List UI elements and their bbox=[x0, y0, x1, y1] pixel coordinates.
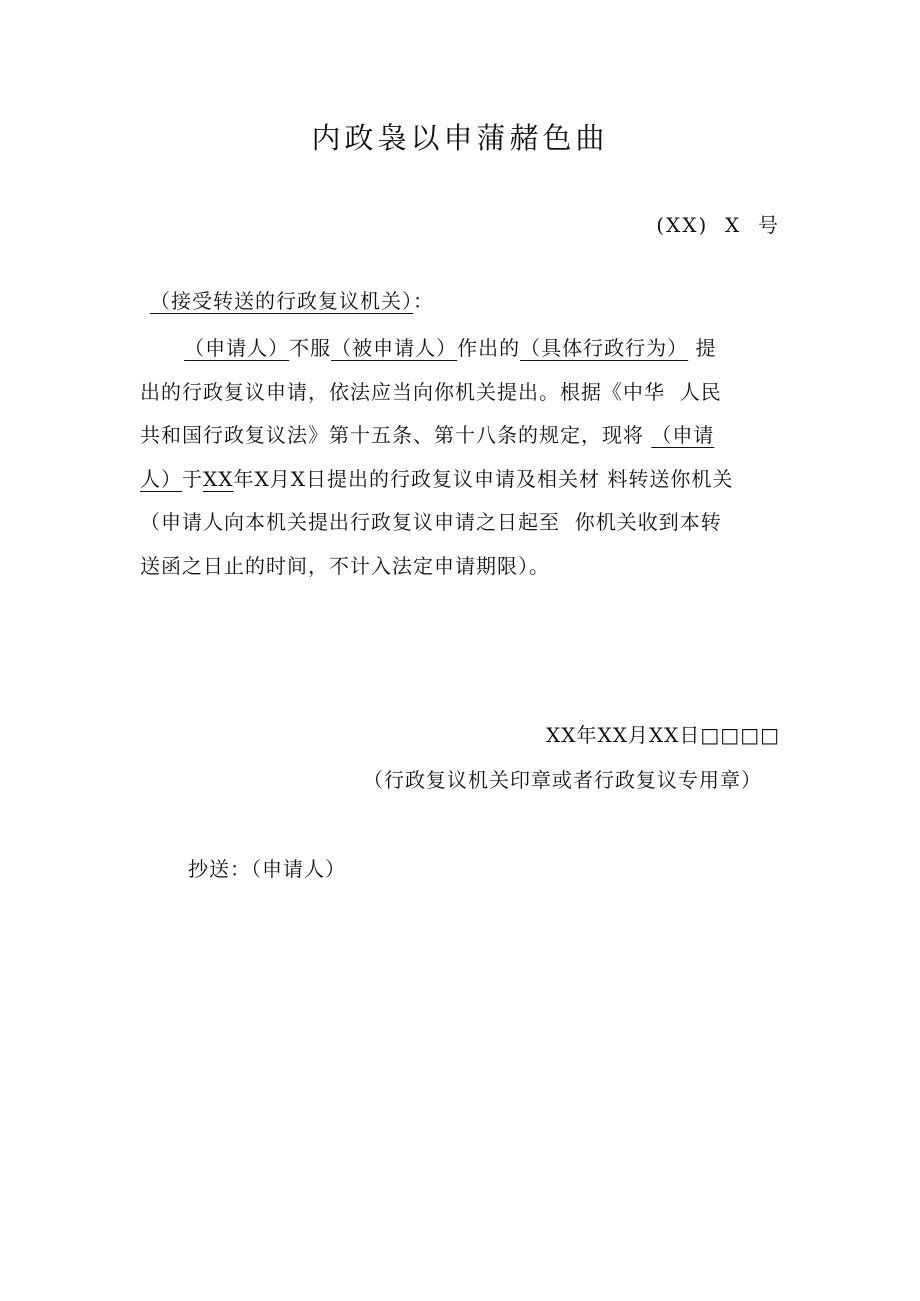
recipient-colon: ： bbox=[413, 289, 434, 313]
body-text-fragment: 提 bbox=[695, 336, 717, 360]
body-line-1 bbox=[140, 327, 785, 371]
body-text-fragment: 作出的 bbox=[457, 336, 521, 360]
administrative-action-field: （具体行政行为） bbox=[520, 336, 689, 360]
applicant-field-end: 人） bbox=[140, 466, 182, 491]
submission-year-field: XX bbox=[203, 466, 234, 491]
body-text-fragment: 不服 bbox=[289, 336, 332, 360]
body-line-3 bbox=[140, 414, 785, 458]
body-line-4 bbox=[140, 458, 785, 502]
carbon-copy-line: 抄送：（申请人） bbox=[188, 857, 346, 881]
body-text-fragment: 于 bbox=[182, 466, 203, 491]
body-paragraph bbox=[140, 327, 785, 588]
applicant-field-start: （申请 bbox=[651, 423, 715, 447]
document-number: (XX) X 号 bbox=[656, 213, 780, 237]
seal-note: （行政复议机关印章或者行政复议专用章） bbox=[363, 768, 762, 792]
applicant-field: （申请人） bbox=[184, 336, 290, 360]
recipient-name: （接受转送的行政复议机关） bbox=[150, 289, 413, 313]
respondent-field: （被申请人） bbox=[331, 336, 458, 360]
body-text-fragment: 共和国行政复议法》第十五条、第十八条的规定，现将 bbox=[140, 423, 652, 447]
body-line-6: 送函之日止的时间，不计入法定申请期限）。 bbox=[140, 553, 550, 578]
body-line-2: 出的行政复议申请，依法应当向你机关提出。根据《中华 人民 bbox=[140, 379, 722, 404]
recipient-line bbox=[150, 286, 434, 316]
body-line-5: （申请人向本机关提出行政复议申请之日起至 你机关收到本转 bbox=[140, 510, 722, 534]
document-title: 内政袅以申蒲赭色曲 bbox=[311, 121, 609, 155]
signature-date: XX年XX月XX日□□□□ bbox=[545, 723, 780, 747]
body-text-fragment: 年X月X日提出的行政复议申请及相关材 料转送你机关 bbox=[233, 466, 734, 491]
